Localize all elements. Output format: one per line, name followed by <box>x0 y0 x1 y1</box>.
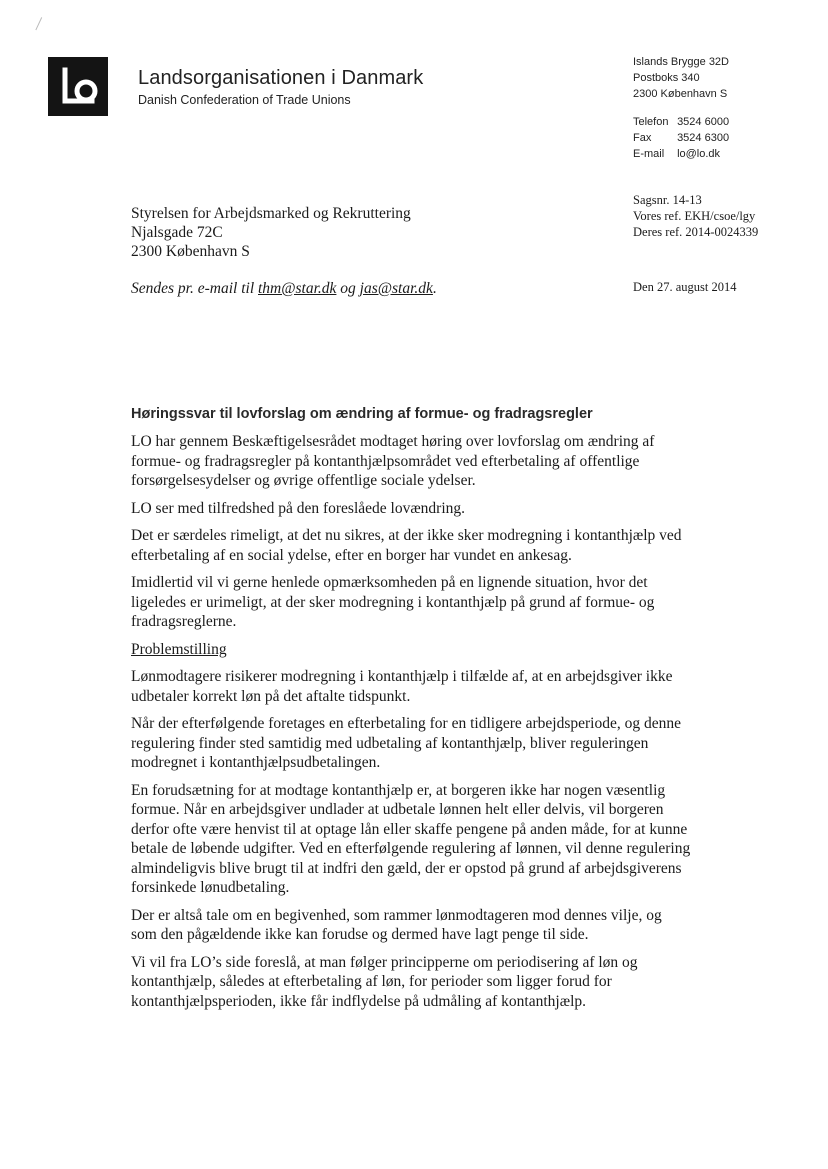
contact-label: E-mail <box>633 148 665 160</box>
recipient-line: Njalsgade 72C <box>131 224 223 241</box>
body-paragraph: Det er særdeles rimeligt, at det nu sikres, at der ikke sker modregning i kontanthjælp ved efterbetaling af en social ydelse, efter en borger har vundet en ankesag. <box>131 527 682 564</box>
contact-value: 3524 6000 <box>677 116 730 128</box>
send-note-middle: og <box>336 280 360 297</box>
scan-mark <box>35 17 47 33</box>
send-note-prefix: Sendes pr. e-mail til <box>131 280 258 297</box>
body-paragraph: Imidlertid vil vi gerne henlede opmærksomheden på en lignende situation, hvor det ligeledes er urimeligt, at der sker modregning i kontanthjælp på grund af formue- og fradragsreglerne. <box>131 574 655 630</box>
contact-value: lo@lo.dk <box>677 148 721 160</box>
our-reference: Vores ref. EKH/csoe/lgy <box>633 209 756 223</box>
lo-logo <box>48 57 108 116</box>
recipient-address <box>131 204 411 261</box>
body-paragraph: Når der efterfølgende foretages en efterbetaling for en tidligere arbejdsperiode, og denne regulering finder sted samtidig med udbetaling af kontanthjælp, bliver reguleringen modregnet i kontanthjælpsudbetalingen. <box>131 715 681 771</box>
address-line: 2300 København S <box>633 88 728 100</box>
reference-block <box>633 192 758 240</box>
contact-email <box>633 146 729 162</box>
contact-phone <box>633 114 729 130</box>
contact-label: Fax <box>633 132 652 144</box>
body-paragraph: LO har gennem Beskæftigelsesrådet modtaget høring over lovforslag om ændring af formue- og fradragsregler på kontanthjælpsområdet ved efterbetaling af offentlige forsørgelsesydelser og øvrige offentlige sociale ydelser. <box>131 433 655 489</box>
case-number: Sagsnr. 14-13 <box>633 193 702 207</box>
recipient-line: Styrelsen for Arbejdsmarked og Rekruttering <box>131 205 411 222</box>
contact-value: 3524 6300 <box>677 132 730 144</box>
recipient-line: 2300 København S <box>131 243 250 260</box>
body-paragraph: LO ser med tilfredshed på den foreslåede lovændring. <box>131 499 466 517</box>
letter-date: Den 27. august 2014 <box>633 280 737 294</box>
contact-block <box>633 54 729 162</box>
contact-label: Telefon <box>633 116 669 128</box>
lo-logo-mark <box>48 57 108 116</box>
organization-subtitle: Danish Confederation of Trade Unions <box>138 93 351 107</box>
body-paragraph: En forudsætning for at modtage kontanthjælp er, at borgeren ikke har nogen væsentlig formue. Når en arbejdsgiver undlader at udbetale lønnen helt eller delvis, vil borgeren derfor ofte være henvist til at optage lån eller skaffe pengene på anden måde, for at kunne betale de løbende udgifter. Ved en efterfølgende regulering af lønnen, vil denne regulering almindeligvis blive brugt til at indfri den gæld, der er opstod på grund af arbejdsgiverens forsinkede lønudbetaling. <box>131 781 691 896</box>
body-paragraph: Vi vil fra LO’s side foreslå, at man følger principperne om periodisering af løn og kontanthjælp, således at efterbetaling af løn, for perioder som ligger forud for kontanthjælpsperioden, ikke får indflydelse på udmåling af kontanthjælp. <box>131 953 638 1010</box>
body-paragraph: Lønmodtagere risikerer modregning i kontanthjælp i tilfælde af, at en arbejdsgiver ikke udbetaler korrekt løn på det aftalte tidspunkt. <box>131 668 673 705</box>
email-link-thm[interactable]: thm@star.dk <box>258 280 337 297</box>
section-heading: Problemstilling <box>131 640 227 658</box>
letter-body <box>131 432 691 1019</box>
contact-fax <box>633 130 729 146</box>
email-link-jas[interactable]: jas@star.dk <box>359 280 433 297</box>
address-line: Postboks 340 <box>633 72 700 84</box>
send-note-suffix: . <box>432 280 437 297</box>
address-line: Islands Brygge 32D <box>633 56 729 68</box>
letter-subject: Høringssvar til lovforslag om ændring af formue- og fradragsregler <box>131 406 593 422</box>
your-reference: Deres ref. 2014-0024339 <box>633 225 759 239</box>
body-paragraph: Der er altså tale om en begivenhed, som rammer lønmodtageren mod dennes vilje, og som den pågældende ikke kan forudse og dermed have lagt penge til side. <box>131 906 662 943</box>
organization-name: Landsorganisationen i Danmark <box>138 67 424 89</box>
send-note <box>131 280 437 298</box>
